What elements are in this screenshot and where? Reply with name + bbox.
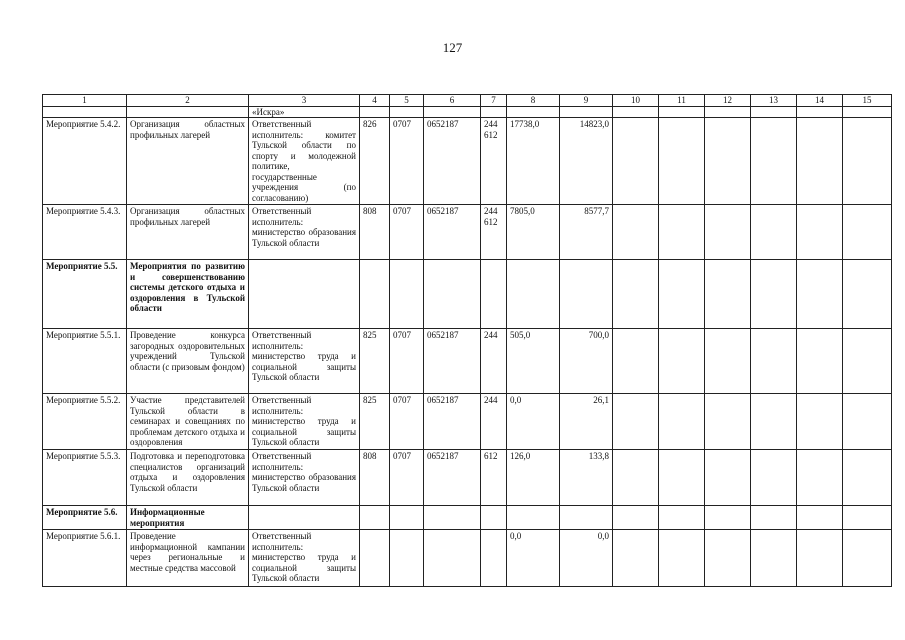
empty-cell — [613, 329, 659, 394]
code-grbs-cell: 825 — [360, 329, 390, 394]
empty-cell — [613, 450, 659, 506]
code-expense-cell: 612 — [481, 450, 507, 506]
empty-cell — [797, 118, 843, 205]
code-grbs-cell — [360, 506, 390, 530]
empty-cell — [659, 260, 705, 329]
responsible-executor-cell: Ответственный исполнитель: министерство труда и социальной защиты Тульской области — [249, 530, 360, 587]
code-target-cell: 0652187 — [424, 450, 481, 506]
empty-cell — [659, 450, 705, 506]
empty-cell — [705, 450, 751, 506]
column-header: 2 — [127, 95, 249, 107]
measure-id-cell: Мероприятие 5.6. — [43, 506, 127, 530]
empty-cell — [797, 260, 843, 329]
measure-id-cell: Мероприятие 5.4.3. — [43, 205, 127, 260]
empty-cell — [613, 260, 659, 329]
measure-id-cell: Мероприятие 5.6.1. — [43, 530, 127, 587]
empty-cell — [843, 260, 892, 329]
empty-cell — [843, 450, 892, 506]
code-section-cell — [390, 530, 424, 587]
continuation-row — [43, 106, 892, 118]
code-expense-cell — [481, 530, 507, 587]
empty-cell — [751, 450, 797, 506]
measure-id-cell: Мероприятие 5.5.2. — [43, 394, 127, 450]
empty-cell — [705, 506, 751, 530]
empty-cell — [843, 506, 892, 530]
measure-name-cell: Подготовка и переподготовка специалистов организаций отдыха и оздоровления Тульской области — [127, 450, 249, 506]
amount-fact-cell — [560, 260, 613, 329]
measure-name-cell: Участие представителей Тульской области в семинарах и совещаниях по проблемам детского отдыха и оздоровления — [127, 394, 249, 450]
amount-plan-cell: 0,0 — [507, 530, 560, 587]
empty-cell — [659, 506, 705, 530]
table-row — [43, 506, 892, 530]
responsible-executor-cell: Ответственный исполнитель: министерство образования Тульской области — [249, 450, 360, 506]
code-expense-cell: 244 — [481, 394, 507, 450]
measure-id-cell: Мероприятие 5.4.2. — [43, 118, 127, 205]
responsible-executor-cell: Ответственный исполнитель: министерство образования Тульской области — [249, 205, 360, 260]
code-section-cell: 0707 — [390, 394, 424, 450]
measure-id-cell: Мероприятие 5.5. — [43, 260, 127, 329]
responsible-executor-cell: Ответственный исполнитель: министерство труда и социальной защиты Тульской области — [249, 329, 360, 394]
amount-plan-cell: 126,0 — [507, 450, 560, 506]
amount-plan-cell: 505,0 — [507, 329, 560, 394]
measure-name-cell: Организация областных профильных лагерей — [127, 118, 249, 205]
code-expense-cell: 244 — [481, 329, 507, 394]
amount-plan-cell: 0,0 — [507, 394, 560, 450]
empty-cell — [705, 205, 751, 260]
amount-fact-cell: 133,8 — [560, 450, 613, 506]
empty-cell — [613, 506, 659, 530]
empty-cell — [751, 506, 797, 530]
measure-name-cell: Мероприятия по развитию и совершенствованию системы детского отдыха и оздоровления в Тульской области — [127, 260, 249, 329]
code-target-cell: 0652187 — [424, 118, 481, 205]
code-expense-cell — [481, 260, 507, 329]
empty-cell — [751, 118, 797, 205]
empty-cell — [705, 394, 751, 450]
table-row — [43, 394, 892, 450]
empty-cell — [843, 329, 892, 394]
measure-id-cell: Мероприятие 5.5.3. — [43, 450, 127, 506]
empty-cell — [797, 450, 843, 506]
table-row — [43, 530, 892, 587]
empty-cell — [659, 118, 705, 205]
column-header: 8 — [507, 95, 560, 107]
budget-table — [42, 94, 892, 587]
column-header: 4 — [360, 95, 390, 107]
empty-cell — [705, 530, 751, 587]
responsible-executor-cell: Ответственный исполнитель: министерство труда и социальной защиты Тульской области — [249, 394, 360, 450]
empty-cell — [797, 530, 843, 587]
empty-cell — [843, 530, 892, 587]
amount-plan-cell: 17738,0 — [507, 118, 560, 205]
empty-cell — [705, 260, 751, 329]
responsible-executor-cell: Ответственный исполнитель: комитет Тульской области по спорту и молодежной политике, государственные учреждения (по согласованию) — [249, 118, 360, 205]
measure-id-cell: Мероприятие 5.5.1. — [43, 329, 127, 394]
amount-plan-cell — [507, 506, 560, 530]
amount-fact-cell: 8577,7 — [560, 205, 613, 260]
empty-cell — [751, 394, 797, 450]
measure-name-cell: Информационные мероприятия — [127, 506, 249, 530]
amount-plan-cell: 7805,0 — [507, 205, 560, 260]
amount-plan-cell — [507, 260, 560, 329]
code-target-cell: 0652187 — [424, 394, 481, 450]
empty-cell — [843, 394, 892, 450]
amount-fact-cell — [560, 506, 613, 530]
empty-cell — [613, 394, 659, 450]
continuation-text: «Искра» — [249, 106, 360, 118]
empty-cell — [751, 260, 797, 329]
column-header: 13 — [751, 95, 797, 107]
table-row — [43, 118, 892, 205]
page-number: 127 — [442, 40, 463, 55]
code-target-cell — [424, 260, 481, 329]
column-header: 6 — [424, 95, 481, 107]
code-grbs-cell: 825 — [360, 394, 390, 450]
code-grbs-cell: 808 — [360, 450, 390, 506]
code-target-cell — [424, 530, 481, 587]
measure-name-cell: Проведение информационной кампании через региональные и местные средства массовой — [127, 530, 249, 587]
code-section-cell: 0707 — [390, 205, 424, 260]
amount-fact-cell: 700,0 — [560, 329, 613, 394]
responsible-executor-cell — [249, 506, 360, 530]
column-header: 7 — [481, 95, 507, 107]
code-section-cell: 0707 — [390, 450, 424, 506]
code-grbs-cell — [360, 260, 390, 329]
measure-name-cell: Проведение конкурса загородных оздоровительных учреждений Тульской области (с призовым фондом) — [127, 329, 249, 394]
code-section-cell: 0707 — [390, 329, 424, 394]
amount-fact-cell: 0,0 — [560, 530, 613, 587]
measure-name-cell: Организация областных профильных лагерей — [127, 205, 249, 260]
empty-cell — [751, 329, 797, 394]
code-section-cell — [390, 506, 424, 530]
column-header: 3 — [249, 95, 360, 107]
code-expense-cell: 244 612 — [481, 118, 507, 205]
empty-cell — [797, 506, 843, 530]
empty-cell — [613, 530, 659, 587]
amount-fact-cell: 26,1 — [560, 394, 613, 450]
column-header: 11 — [659, 95, 705, 107]
code-expense-cell — [481, 506, 507, 530]
empty-cell — [843, 205, 892, 260]
empty-cell — [659, 205, 705, 260]
header-row — [43, 95, 892, 107]
empty-cell — [705, 329, 751, 394]
table-row — [43, 450, 892, 506]
column-header: 10 — [613, 95, 659, 107]
column-header: 12 — [705, 95, 751, 107]
code-target-cell: 0652187 — [424, 205, 481, 260]
empty-cell — [843, 118, 892, 205]
table-row — [43, 205, 892, 260]
empty-cell — [659, 394, 705, 450]
responsible-executor-cell — [249, 260, 360, 329]
code-section-cell — [390, 260, 424, 329]
empty-cell — [659, 530, 705, 587]
amount-fact-cell: 14823,0 — [560, 118, 613, 205]
empty-cell — [705, 118, 751, 205]
empty-cell — [751, 530, 797, 587]
code-section-cell: 0707 — [390, 118, 424, 205]
column-header: 15 — [843, 95, 892, 107]
column-header: 9 — [560, 95, 613, 107]
empty-cell — [659, 329, 705, 394]
empty-cell — [751, 205, 797, 260]
code-grbs-cell: 826 — [360, 118, 390, 205]
empty-cell — [797, 394, 843, 450]
column-header: 5 — [390, 95, 424, 107]
empty-cell — [797, 329, 843, 394]
empty-cell — [797, 205, 843, 260]
table-row — [43, 329, 892, 394]
code-expense-cell: 244 612 — [481, 205, 507, 260]
table-row — [43, 260, 892, 329]
column-header: 14 — [797, 95, 843, 107]
column-header: 1 — [43, 95, 127, 107]
empty-cell — [613, 118, 659, 205]
code-grbs-cell: 808 — [360, 205, 390, 260]
code-target-cell — [424, 506, 481, 530]
code-target-cell: 0652187 — [424, 329, 481, 394]
code-grbs-cell — [360, 530, 390, 587]
empty-cell — [613, 205, 659, 260]
